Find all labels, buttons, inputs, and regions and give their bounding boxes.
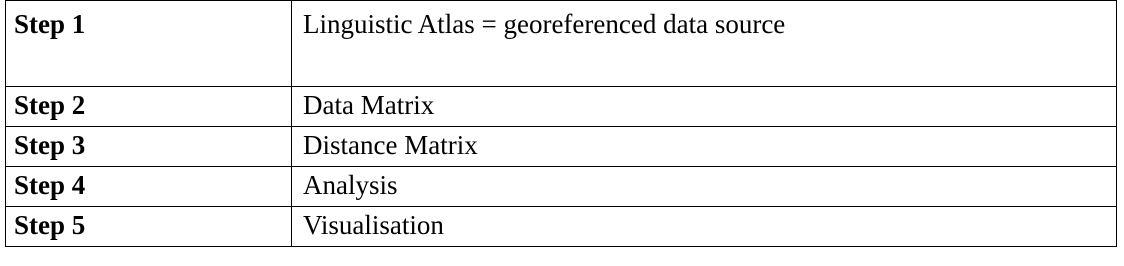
step-label: Step 4 [6, 167, 292, 207]
step-label: Step 5 [6, 207, 292, 247]
step-description: Analysis [292, 167, 1117, 207]
table-row [6, 207, 1117, 247]
table-row [6, 1, 1117, 87]
table-row [6, 87, 1117, 127]
step-description: Distance Matrix [292, 127, 1117, 167]
table-row [6, 167, 1117, 207]
step-label: Step 2 [6, 87, 292, 127]
step-description: Visualisation [292, 207, 1117, 247]
step-description: Linguistic Atlas = georeferenced data source [292, 1, 1117, 87]
step-label: Step 1 [6, 1, 292, 87]
step-label: Step 3 [6, 127, 292, 167]
step-description: Data Matrix [292, 87, 1117, 127]
table-row [6, 127, 1117, 167]
workflow-steps-table [5, 0, 1117, 247]
